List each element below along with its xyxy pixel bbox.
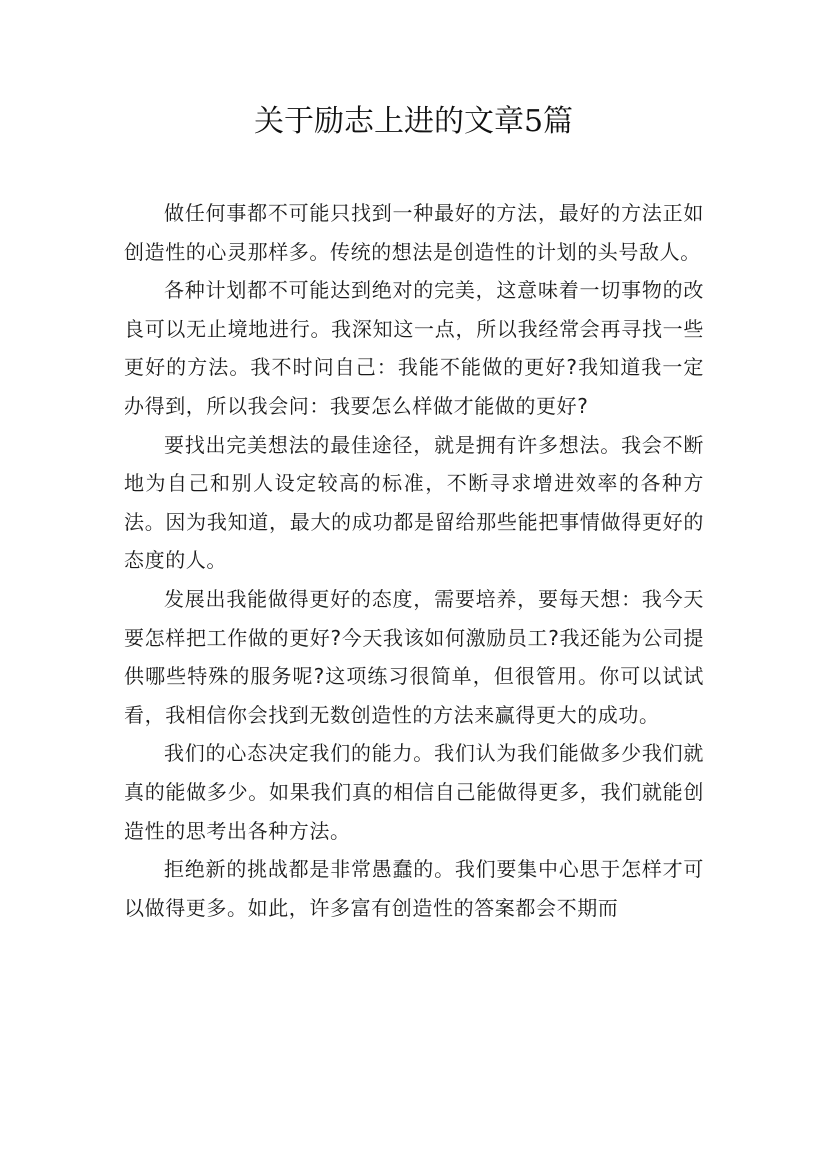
paragraph: 我们的心态决定我们的能力。我们认为我们能做多少我们就真的能做多少。如果我们真的相信自己能做得更多，我们就能创造性的思考出各种方法。 [124, 741, 704, 843]
paragraph: 要找出完美想法的最佳途径，就是拥有许多想法。我会不断地为自己和别人设定较高的标准，不断寻求增进效率的各种方法。因为我知道，最大的成功都是留给那些能把事情做得更好的态度的人。 [124, 432, 704, 573]
paragraph: 做任何事都不可能只找到一种最好的方法，最好的方法正如创造性的心灵那样多。传统的想法是创造性的计划的头号敌人。 [124, 201, 704, 264]
document-body [124, 194, 704, 927]
document-title: 关于励志上进的文章5篇 [253, 104, 574, 139]
paragraph: 发展出我能做得更好的态度，需要培养，要每天想：我今天要怎样把工作做的更好?今天我该如何激励员工?我还能为公司提供哪些特殊的服务呢?这项练习很简单，但很管用。你可以试试看，我相信你会找到无数创造性的方法来赢得更大的成功。 [124, 586, 704, 727]
paragraph: 拒绝新的挑战都是非常愚蠢的。我们要集中心思于怎样才可以做得更多。如此，许多富有创造性的答案都会不期而 [124, 857, 704, 920]
paragraph: 各种计划都不可能达到绝对的完美，这意味着一切事物的改良可以无止境地进行。我深知这一点，所以我经常会再寻找一些更好的方法。我不时问自己：我能不能做的更好?我知道我一定办得到，所以我会问：我要怎么样做才能做的更好? [124, 278, 704, 418]
